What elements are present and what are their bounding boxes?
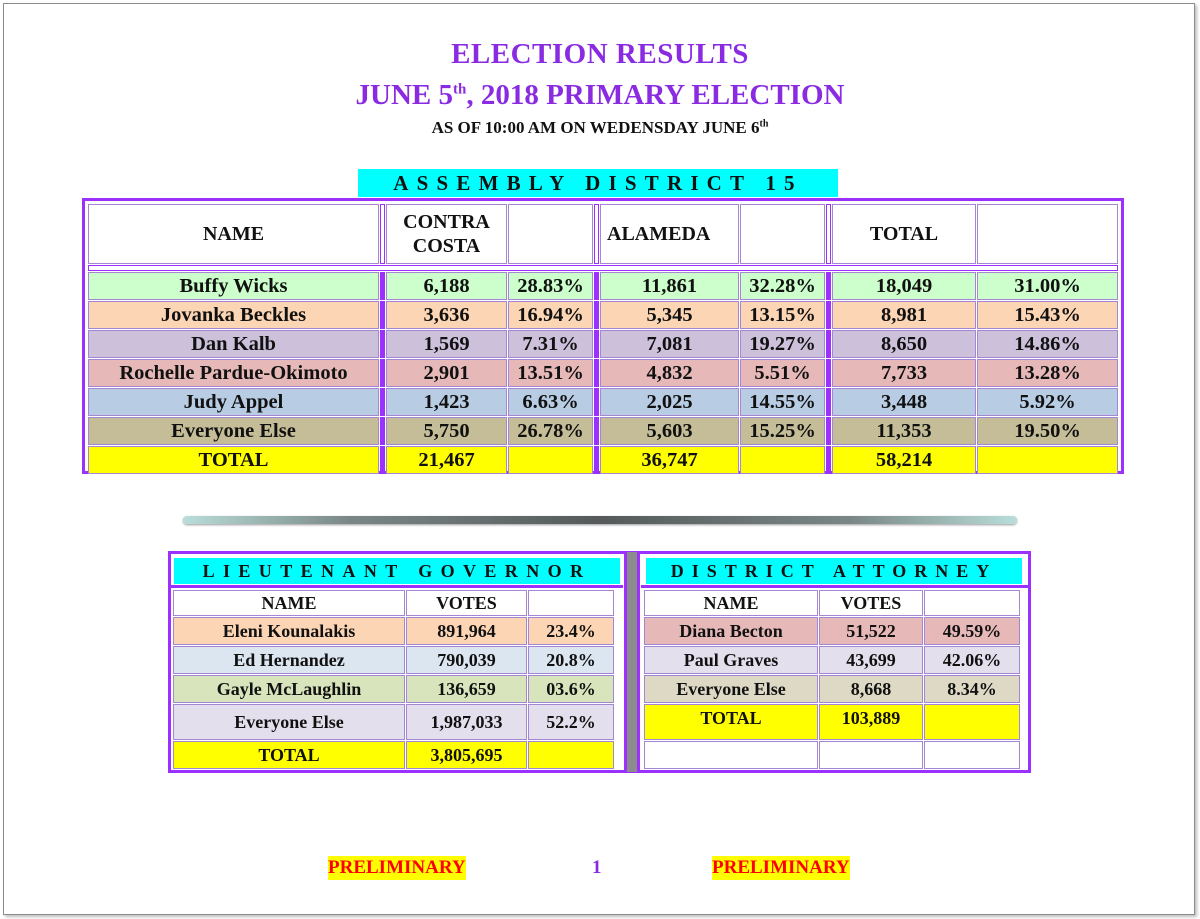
candidate-name: Everyone Else bbox=[88, 417, 379, 445]
table-row bbox=[88, 388, 1118, 416]
header-contra-costa bbox=[386, 204, 507, 264]
candidate-pct: 03.6% bbox=[528, 675, 614, 703]
blank-cell bbox=[508, 446, 593, 474]
table-row bbox=[173, 617, 614, 645]
column-separator bbox=[380, 359, 385, 387]
row-separator-cell bbox=[88, 265, 1118, 271]
candidate-votes: 891,964 bbox=[406, 617, 527, 645]
candidate-votes: 51,522 bbox=[819, 617, 923, 645]
candidate-name: Ed Hernandez bbox=[173, 646, 405, 674]
column-separator bbox=[826, 204, 831, 264]
total-votes: 8,981 bbox=[832, 301, 976, 329]
total-votes: 3,448 bbox=[832, 388, 976, 416]
candidate-name: Jovanka Beckles bbox=[88, 301, 379, 329]
table-row bbox=[644, 675, 1020, 703]
column-separator bbox=[380, 446, 385, 474]
total-votes: 8,650 bbox=[832, 330, 976, 358]
blank-cell bbox=[977, 446, 1118, 474]
contra-pct: 16.94% bbox=[508, 301, 593, 329]
column-separator bbox=[380, 417, 385, 445]
section-divider bbox=[183, 516, 1017, 524]
total-pct: 15.43% bbox=[977, 301, 1118, 329]
subtitle-prefix: JUNE 5 bbox=[355, 79, 453, 111]
alameda-votes: 2,025 bbox=[600, 388, 739, 416]
alameda-pct: 14.55% bbox=[740, 388, 825, 416]
table-row bbox=[173, 675, 614, 703]
header-contra-line2: COSTA bbox=[412, 235, 481, 257]
column-separator bbox=[594, 272, 599, 300]
column-separator bbox=[594, 330, 599, 358]
candidate-name: Rochelle Pardue-Okimoto bbox=[88, 359, 379, 387]
alameda-votes: 11,861 bbox=[600, 272, 739, 300]
total-label: TOTAL bbox=[644, 704, 818, 740]
column-separator bbox=[826, 417, 831, 445]
column-separator bbox=[380, 272, 385, 300]
blank-cell bbox=[924, 741, 1020, 769]
candidate-votes: 136,659 bbox=[406, 675, 527, 703]
footer-preliminary-left: PRELIMINARY bbox=[328, 857, 466, 878]
alameda-pct: 15.25% bbox=[740, 417, 825, 445]
candidate-name: Eleni Kounalakis bbox=[173, 617, 405, 645]
table-row bbox=[88, 330, 1118, 358]
contra-votes: 2,901 bbox=[386, 359, 507, 387]
page-number: 1 bbox=[592, 857, 602, 878]
assembly-table bbox=[87, 203, 1119, 475]
total-pct: 13.28% bbox=[977, 359, 1118, 387]
total-votes: 103,889 bbox=[819, 704, 923, 740]
alameda-pct: 32.28% bbox=[740, 272, 825, 300]
candidate-pct: 23.4% bbox=[528, 617, 614, 645]
contra-pct: 26.78% bbox=[508, 417, 593, 445]
subtitle-suffix: , 2018 PRIMARY ELECTION bbox=[466, 79, 845, 111]
contra-votes: 5,750 bbox=[386, 417, 507, 445]
column-separator bbox=[380, 204, 385, 264]
lt-title-underline bbox=[171, 585, 623, 588]
total-votes: 7,733 bbox=[832, 359, 976, 387]
district-attorney-table bbox=[643, 589, 1021, 770]
alameda-pct: 13.15% bbox=[740, 301, 825, 329]
alameda-total: 36,747 bbox=[600, 446, 739, 474]
candidate-pct: 49.59% bbox=[924, 617, 1020, 645]
alameda-votes: 5,345 bbox=[600, 301, 739, 329]
candidate-name: Dan Kalb bbox=[88, 330, 379, 358]
alameda-pct: 19.27% bbox=[740, 330, 825, 358]
candidate-name: Judy Appel bbox=[88, 388, 379, 416]
blank-cell bbox=[644, 741, 818, 769]
da-header-row bbox=[644, 590, 1020, 616]
contra-pct: 13.51% bbox=[508, 359, 593, 387]
total-votes: 3,805,695 bbox=[406, 741, 527, 769]
contra-votes: 1,423 bbox=[386, 388, 507, 416]
header-name: NAME bbox=[88, 204, 379, 264]
column-separator bbox=[826, 301, 831, 329]
column-separator bbox=[826, 272, 831, 300]
total-votes: 18,049 bbox=[832, 272, 976, 300]
candidate-votes: 1,987,033 bbox=[406, 704, 527, 740]
column-separator bbox=[594, 388, 599, 416]
header-blank bbox=[977, 204, 1118, 264]
total-row bbox=[173, 741, 614, 769]
total-pct: 5.92% bbox=[977, 388, 1118, 416]
contra-pct: 7.31% bbox=[508, 330, 593, 358]
assembly-header-row bbox=[88, 204, 1118, 264]
da-title-underline bbox=[641, 585, 1028, 588]
header-name: NAME bbox=[644, 590, 818, 616]
table-row bbox=[173, 646, 614, 674]
footer-preliminary-right: PRELIMINARY bbox=[712, 857, 850, 878]
page-title: ELECTION RESULTS bbox=[451, 38, 749, 70]
subtitle-sup: th bbox=[452, 81, 467, 98]
column-separator bbox=[594, 417, 599, 445]
empty-row bbox=[644, 741, 1020, 769]
table-row bbox=[88, 272, 1118, 300]
table-row bbox=[88, 359, 1118, 387]
candidate-name: Gayle McLaughlin bbox=[173, 675, 405, 703]
total-pct: 14.86% bbox=[977, 330, 1118, 358]
contra-pct: 6.63% bbox=[508, 388, 593, 416]
column-separator bbox=[380, 330, 385, 358]
candidate-name: Paul Graves bbox=[644, 646, 818, 674]
header-votes: VOTES bbox=[819, 590, 923, 616]
column-separator bbox=[380, 301, 385, 329]
alameda-pct: 5.51% bbox=[740, 359, 825, 387]
contra-votes: 3,636 bbox=[386, 301, 507, 329]
header-contra-line1: CONTRA bbox=[403, 211, 490, 233]
table-row bbox=[644, 646, 1020, 674]
table-row bbox=[644, 617, 1020, 645]
candidate-name: Everyone Else bbox=[644, 675, 818, 703]
header-blank bbox=[528, 590, 614, 616]
candidate-name: Buffy Wicks bbox=[88, 272, 379, 300]
column-separator bbox=[826, 330, 831, 358]
column-separator bbox=[594, 301, 599, 329]
candidate-votes: 43,699 bbox=[819, 646, 923, 674]
table-row bbox=[88, 301, 1118, 329]
contra-pct: 28.83% bbox=[508, 272, 593, 300]
header-name: NAME bbox=[173, 590, 405, 616]
column-separator bbox=[380, 388, 385, 416]
total-label: TOTAL bbox=[88, 446, 379, 474]
table-row bbox=[173, 704, 614, 740]
contra-votes: 6,188 bbox=[386, 272, 507, 300]
header-blank bbox=[924, 590, 1020, 616]
total-votes: 11,353 bbox=[832, 417, 976, 445]
candidate-pct: 42.06% bbox=[924, 646, 1020, 674]
total-row bbox=[644, 704, 1020, 740]
header-blank bbox=[740, 204, 825, 264]
alameda-votes: 7,081 bbox=[600, 330, 739, 358]
lt-governor-table bbox=[172, 589, 615, 770]
candidate-pct: 20.8% bbox=[528, 646, 614, 674]
column-separator bbox=[826, 359, 831, 387]
asof-sup: th bbox=[759, 118, 769, 130]
total-pct: 31.00% bbox=[977, 272, 1118, 300]
column-separator bbox=[594, 359, 599, 387]
header-blank bbox=[508, 204, 593, 264]
candidate-votes: 790,039 bbox=[406, 646, 527, 674]
alameda-votes: 5,603 bbox=[600, 417, 739, 445]
blank-cell bbox=[528, 741, 614, 769]
row-separator bbox=[88, 265, 1118, 271]
contra-votes: 1,569 bbox=[386, 330, 507, 358]
grand-total: 58,214 bbox=[832, 446, 976, 474]
asof-prefix: AS OF 10:00 AM ON WEDENSDAY JUNE 6 bbox=[431, 118, 760, 137]
lt-header-row bbox=[173, 590, 614, 616]
assembly-district-title: ASSEMBLY DISTRICT 15 bbox=[358, 169, 838, 197]
as-of-line bbox=[0, 118, 1200, 138]
candidate-votes: 8,668 bbox=[819, 675, 923, 703]
blank-cell bbox=[740, 446, 825, 474]
election-subtitle bbox=[0, 79, 1200, 112]
column-separator bbox=[594, 446, 599, 474]
column-separator bbox=[594, 204, 599, 264]
blank-cell bbox=[819, 741, 923, 769]
total-pct: 19.50% bbox=[977, 417, 1118, 445]
candidate-pct: 8.34% bbox=[924, 675, 1020, 703]
header-votes: VOTES bbox=[406, 590, 527, 616]
column-separator bbox=[826, 446, 831, 474]
assembly-table-frame bbox=[82, 198, 1124, 474]
table-row bbox=[88, 417, 1118, 445]
alameda-votes: 4,832 bbox=[600, 359, 739, 387]
contra-total: 21,467 bbox=[386, 446, 507, 474]
header-total: TOTAL bbox=[832, 204, 976, 264]
candidate-name: Everyone Else bbox=[173, 704, 405, 740]
total-row bbox=[88, 446, 1118, 474]
district-attorney-title: DISTRICT ATTORNEY bbox=[646, 558, 1022, 584]
blank-cell bbox=[924, 704, 1020, 740]
column-separator bbox=[826, 388, 831, 416]
lower-tables-separator bbox=[624, 552, 640, 772]
header-alameda: ALAMEDA bbox=[600, 204, 739, 264]
candidate-name: Diana Becton bbox=[644, 617, 818, 645]
lt-governor-title: LIEUTENANT GOVERNOR bbox=[174, 558, 620, 584]
candidate-pct: 52.2% bbox=[528, 704, 614, 740]
total-label: TOTAL bbox=[173, 741, 405, 769]
